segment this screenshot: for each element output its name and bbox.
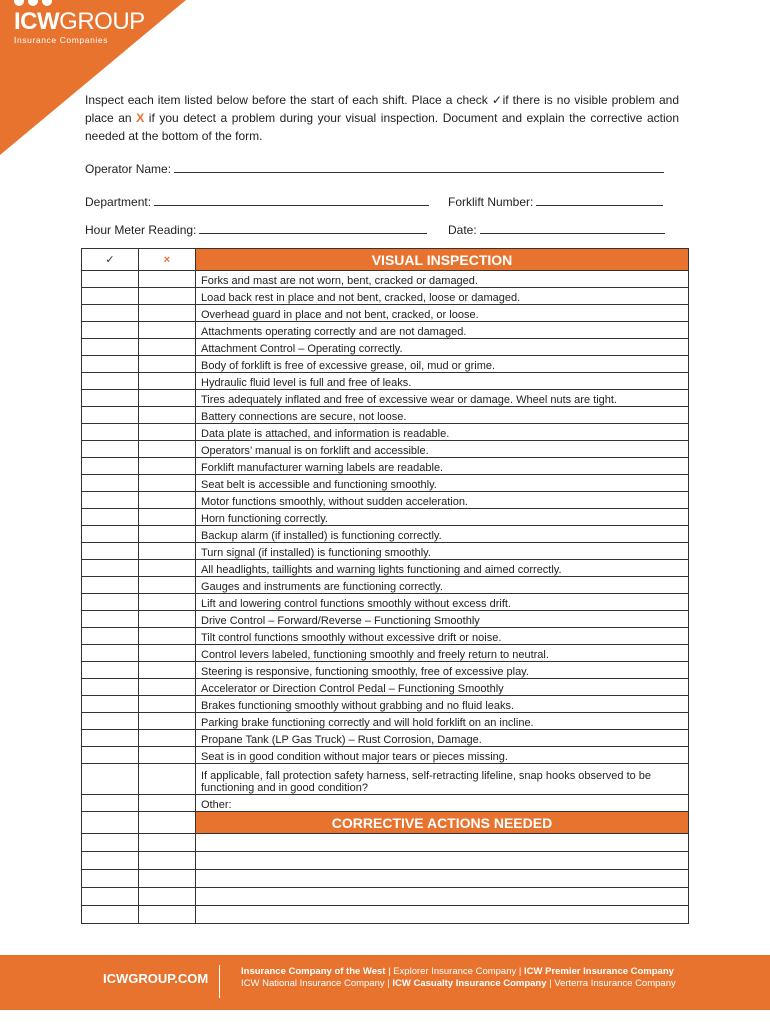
inspection-item-row <box>82 577 689 594</box>
footer-companies-line-1: Insurance Company of the West | Explorer Insurance Company | ICW Premier Insurance Company <box>241 966 674 977</box>
visual-inspection-header: VISUAL INSPECTION <box>196 249 689 271</box>
check-cell[interactable] <box>82 356 139 373</box>
inspection-item-label: Steering is responsive, functioning smoothly, free of excessive play. <box>196 662 689 679</box>
check-cell[interactable] <box>82 339 139 356</box>
inspection-item-label: Overhead guard in place and not bent, cracked, or loose. <box>196 305 689 322</box>
check-cell[interactable] <box>82 577 139 594</box>
inspection-item-row <box>82 764 689 795</box>
inspection-item-row <box>82 662 689 679</box>
check-cell[interactable] <box>82 679 139 696</box>
x-cell[interactable] <box>139 645 196 662</box>
logo-subtitle: Insurance Companies <box>14 35 109 45</box>
x-cell[interactable] <box>139 560 196 577</box>
check-cell[interactable] <box>82 628 139 645</box>
x-cell[interactable] <box>139 594 196 611</box>
inspection-item-label: Operators’ manual is on forklift and accessible. <box>196 441 689 458</box>
inspection-item-row <box>82 475 689 492</box>
corrective-action-entry[interactable] <box>196 870 689 888</box>
inspection-item-row <box>82 696 689 713</box>
corrective-action-row <box>82 870 689 888</box>
inspection-item-row <box>82 795 689 812</box>
check-cell[interactable] <box>82 812 139 834</box>
check-cell[interactable] <box>82 509 139 526</box>
check-cell[interactable] <box>82 594 139 611</box>
x-cell[interactable] <box>139 390 196 407</box>
check-cell[interactable] <box>82 322 139 339</box>
corrective-action-entry[interactable] <box>196 834 689 852</box>
x-cell[interactable] <box>139 696 196 713</box>
inspection-item-label: Motor functions smoothly, without sudden acceleration. <box>196 492 689 509</box>
x-cell[interactable] <box>139 662 196 679</box>
forklift-number-label: Forklift Number: <box>448 195 534 209</box>
inspection-item-label: If applicable, fall protection safety harness, self-retracting lifeline, snap hooks observed to be functioning and in good condition? <box>196 764 689 795</box>
check-cell[interactable] <box>82 696 139 713</box>
check-cell[interactable] <box>82 390 139 407</box>
inspection-item-label: Brakes functioning smoothly without grabbing and no fluid leaks. <box>196 696 689 713</box>
logo-dots <box>14 0 145 6</box>
check-cell[interactable] <box>82 888 139 906</box>
inspection-item-row <box>82 730 689 747</box>
corrective-action-row <box>82 906 689 924</box>
inspection-item-row <box>82 679 689 696</box>
icw-group-logo <box>14 0 145 45</box>
x-cell[interactable] <box>139 441 196 458</box>
inspection-item-label: Other: <box>196 795 689 812</box>
check-cell[interactable] <box>82 645 139 662</box>
x-cell[interactable] <box>139 852 196 870</box>
inspection-item-label: Forklift manufacturer warning labels are readable. <box>196 458 689 475</box>
x-cell[interactable] <box>139 812 196 834</box>
inspection-item-label: Backup alarm (if installed) is functioning correctly. <box>196 526 689 543</box>
x-cell[interactable] <box>139 373 196 390</box>
check-cell[interactable] <box>82 730 139 747</box>
corrective-action-row <box>82 852 689 870</box>
check-cell[interactable] <box>82 543 139 560</box>
check-cell[interactable] <box>82 870 139 888</box>
corrective-actions-header-row <box>82 812 689 834</box>
inspection-item-row <box>82 509 689 526</box>
x-cell[interactable] <box>139 730 196 747</box>
check-cell[interactable] <box>82 492 139 509</box>
inspection-item-label: Seat is in good condition without major tears or pieces missing. <box>196 747 689 764</box>
hour-meter-field[interactable] <box>85 223 427 237</box>
footer-companies-line-2: ICW National Insurance Company | ICW Casualty Insurance Company | Verterra Insurance Company <box>241 978 676 989</box>
check-cell[interactable] <box>82 288 139 305</box>
inspection-item-row <box>82 390 689 407</box>
inspection-item-label: Propane Tank (LP Gas Truck) – Rust Corrosion, Damage. <box>196 730 689 747</box>
inspection-item-label: Accelerator or Direction Control Pedal – Functioning Smoothly <box>196 679 689 696</box>
corrective-action-row <box>82 888 689 906</box>
check-column-header-icon: ✓ <box>82 249 139 271</box>
inspection-item-row <box>82 645 689 662</box>
inspection-item-row <box>82 594 689 611</box>
inspection-item-row <box>82 339 689 356</box>
x-column-header-icon: × <box>139 249 196 271</box>
department-line[interactable] <box>154 195 429 206</box>
inspection-item-label: Horn functioning correctly. <box>196 509 689 526</box>
check-cell[interactable] <box>82 713 139 730</box>
x-cell[interactable] <box>139 764 196 795</box>
inspection-item-row <box>82 356 689 373</box>
check-cell[interactable] <box>82 424 139 441</box>
x-cell[interactable] <box>139 906 196 924</box>
x-mark-icon: X <box>136 111 145 125</box>
x-cell[interactable] <box>139 288 196 305</box>
inspection-item-label: Forks and mast are not worn, bent, cracked or damaged. <box>196 271 689 288</box>
check-cell[interactable] <box>82 906 139 924</box>
corrective-action-entry[interactable] <box>196 888 689 906</box>
inspection-item-row <box>82 458 689 475</box>
x-cell[interactable] <box>139 322 196 339</box>
x-cell[interactable] <box>139 795 196 812</box>
operator-name-label: Operator Name: <box>85 162 172 176</box>
inspection-item-row <box>82 543 689 560</box>
date-line[interactable] <box>480 223 665 234</box>
inspection-item-label: Turn signal (if installed) is functioning smoothly. <box>196 543 689 560</box>
inspection-item-label: Attachments operating correctly and are not damaged. <box>196 322 689 339</box>
check-cell[interactable] <box>82 560 139 577</box>
date-label: Date: <box>448 223 477 237</box>
x-cell[interactable] <box>139 713 196 730</box>
check-cell[interactable] <box>82 271 139 288</box>
inspection-item-row <box>82 441 689 458</box>
x-cell[interactable] <box>139 339 196 356</box>
inspection-item-row <box>82 424 689 441</box>
forklift-number-line[interactable] <box>536 195 663 206</box>
x-cell[interactable] <box>139 888 196 906</box>
inspection-item-row <box>82 288 689 305</box>
check-cell[interactable] <box>82 441 139 458</box>
x-cell[interactable] <box>139 870 196 888</box>
x-cell[interactable] <box>139 271 196 288</box>
inspection-item-row <box>82 526 689 543</box>
check-cell[interactable] <box>82 662 139 679</box>
inspection-table <box>81 248 689 924</box>
inspection-item-row <box>82 628 689 645</box>
check-cell[interactable] <box>82 475 139 492</box>
check-cell[interactable] <box>82 373 139 390</box>
operator-name-field[interactable] <box>85 162 664 176</box>
corrective-action-entry[interactable] <box>196 906 689 924</box>
corrective-action-row <box>82 834 689 852</box>
x-cell[interactable] <box>139 679 196 696</box>
check-cell[interactable] <box>82 852 139 870</box>
inspection-item-label: Drive Control – Forward/Reverse – Functioning Smoothly <box>196 611 689 628</box>
check-cell[interactable] <box>82 795 139 812</box>
inspection-item-label: Control levers labeled, functioning smoothly and freely return to neutral. <box>196 645 689 662</box>
x-cell[interactable] <box>139 475 196 492</box>
operator-name-line[interactable] <box>174 162 664 173</box>
inspection-item-row <box>82 322 689 339</box>
check-cell[interactable] <box>82 611 139 628</box>
x-cell[interactable] <box>139 577 196 594</box>
instructions-paragraph: Inspect each item listed below before the start of each shift. Place a check ✓if there is no visible problem and place an X if you detect a problem during your visual inspection. Document and explain the corrective action needed at the bottom of the form. <box>85 93 680 143</box>
logo-wordmark: ICWGROUP <box>14 8 145 35</box>
check-cell[interactable] <box>82 526 139 543</box>
inspection-item-row <box>82 271 689 288</box>
x-cell[interactable] <box>139 424 196 441</box>
x-cell[interactable] <box>139 458 196 475</box>
department-field[interactable] <box>85 195 429 209</box>
forklift-number-field[interactable] <box>448 195 663 209</box>
x-cell[interactable] <box>139 492 196 509</box>
x-cell[interactable] <box>139 305 196 322</box>
inspection-item-row <box>82 713 689 730</box>
x-cell[interactable] <box>139 628 196 645</box>
department-label: Department: <box>85 195 152 209</box>
inspection-item-label: Gauges and instruments are functioning correctly. <box>196 577 689 594</box>
check-cell[interactable] <box>82 305 139 322</box>
check-cell[interactable] <box>82 458 139 475</box>
hour-meter-label: Hour Meter Reading: <box>85 223 197 237</box>
inspection-item-row <box>82 492 689 509</box>
inspection-item-label: Tilt control functions smoothly without excessive drift or noise. <box>196 628 689 645</box>
check-cell[interactable] <box>82 834 139 852</box>
inspection-item-row <box>82 747 689 764</box>
inspection-item-row <box>82 305 689 322</box>
inspection-item-label: Data plate is attached, and information is readable. <box>196 424 689 441</box>
footer-website-link[interactable]: ICWGROUP.COM <box>103 971 209 986</box>
corrective-action-entry[interactable] <box>196 852 689 870</box>
x-cell[interactable] <box>139 526 196 543</box>
inspection-item-label: Lift and lowering control functions smoothly without excess drift. <box>196 594 689 611</box>
x-cell[interactable] <box>139 407 196 424</box>
inspection-item-label: Battery connections are secure, not loose. <box>196 407 689 424</box>
table-header-row <box>82 249 689 271</box>
x-cell[interactable] <box>139 356 196 373</box>
check-cell[interactable] <box>82 407 139 424</box>
x-cell[interactable] <box>139 543 196 560</box>
footer-bar <box>0 955 770 1010</box>
inspection-item-label: Body of forklift is free of excessive grease, oil, mud or grime. <box>196 356 689 373</box>
x-cell[interactable] <box>139 834 196 852</box>
inspection-item-row <box>82 611 689 628</box>
x-cell[interactable] <box>139 611 196 628</box>
date-field[interactable] <box>448 223 665 237</box>
inspection-item-label: Load back rest in place and not bent, cracked, loose or damaged. <box>196 288 689 305</box>
inspection-item-label: Parking brake functioning correctly and will hold forklift on an incline. <box>196 713 689 730</box>
corrective-actions-header: CORRECTIVE ACTIONS NEEDED <box>196 812 689 834</box>
hour-meter-line[interactable] <box>199 223 427 234</box>
inspection-item-label: Seat belt is accessible and functioning smoothly. <box>196 475 689 492</box>
inspection-item-row <box>82 373 689 390</box>
footer-divider <box>219 965 220 998</box>
inspection-item-label: Tires adequately inflated and free of excessive wear or damage. Wheel nuts are tight. <box>196 390 689 407</box>
inspection-item-label: Hydraulic fluid level is full and free of leaks. <box>196 373 689 390</box>
inspection-item-row <box>82 407 689 424</box>
x-cell[interactable] <box>139 509 196 526</box>
inspection-item-label: Attachment Control – Operating correctly. <box>196 339 689 356</box>
check-mark-icon: ✓ <box>491 93 503 107</box>
inspection-item-label: All headlights, taillights and warning lights functioning and aimed correctly. <box>196 560 689 577</box>
check-cell[interactable] <box>82 764 139 795</box>
check-cell[interactable] <box>82 747 139 764</box>
inspection-item-row <box>82 560 689 577</box>
x-cell[interactable] <box>139 747 196 764</box>
